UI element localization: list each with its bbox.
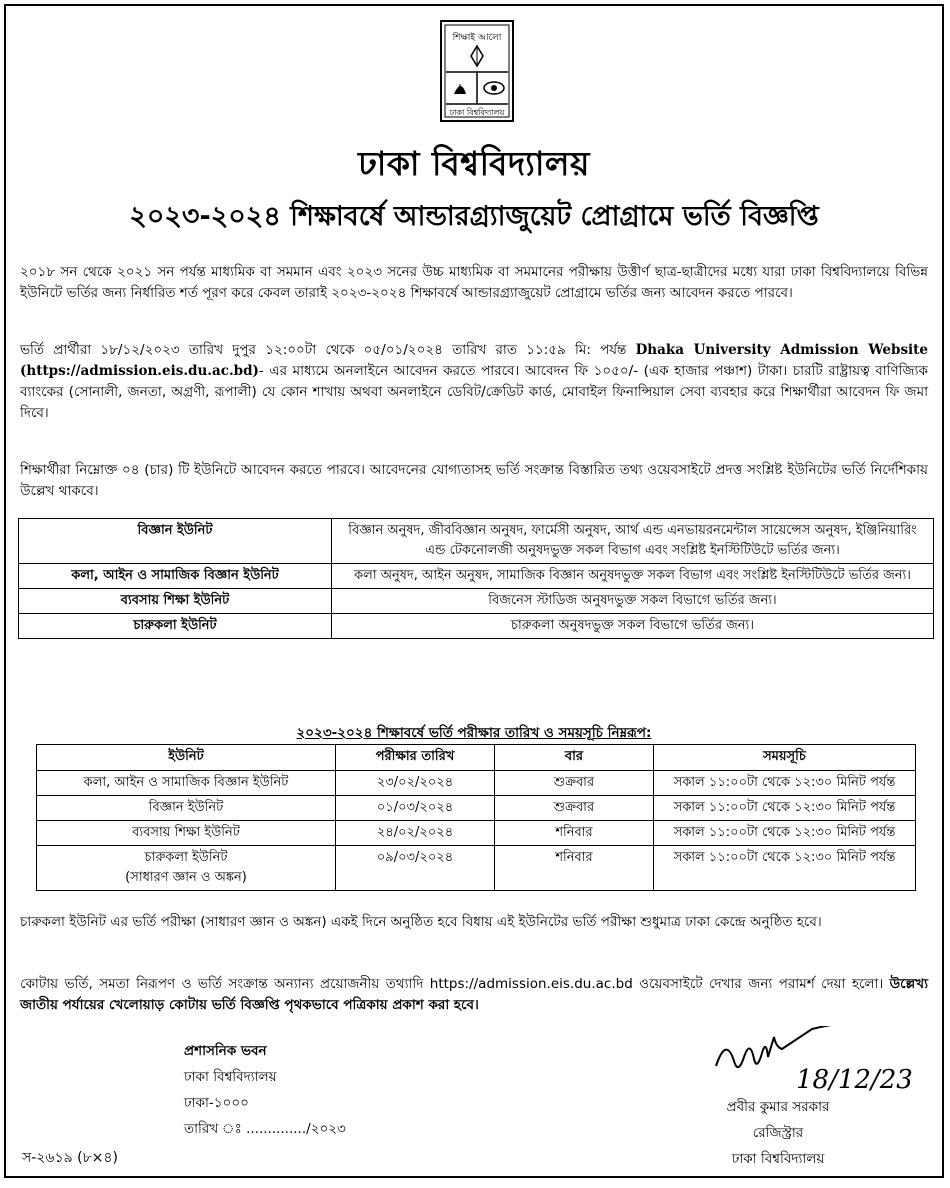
unit-description: চারুকলা অনুষদভুক্ত সকল বিভাগে ভর্তির জন্য। xyxy=(332,614,934,639)
sports-quota-text: উল্লেখ্য জাতীয় পর্যায়ের খেলোয়াড় কোটায় ভর্তি বিজ্ঞপ্তি পৃথকভাবে পত্রিকায় প্রকাশ করা হবে। xyxy=(20,976,928,1013)
schedule-unit-name: বিজ্ঞান ইউনিট xyxy=(148,800,224,815)
application-text-b: - এর মাধ্যমে অনলাইনে আবেদন করতে পারবে। আবেদন ফি ১০৫০/- (এক হাজার পঞ্চাশ) টাকা। চারটি রাষ্ট্রায়ত্ব বাণিজ্যিক ব্যাংকের (সোনালী, জনতা, অগ্রণী, রূপালী) যে কোন শাখায় অথবা অনলাইনে ডেবিট/ক্রেডিট কার্ড, মোবাইল ফিনান্সিয়াল সেবা ব্যবহার করে শিক্ষার্থীরা আবেদন ফি জমা দিবে। xyxy=(20,363,928,421)
schedule-day: শনিবার xyxy=(495,821,654,846)
unit-row xyxy=(19,589,934,614)
unit-name: কলা, আইন ও সামাজিক বিজ্ঞান ইউনিট xyxy=(19,564,332,589)
quota-text: কোটায় ভর্তি, সমতা নিরূপণ ও ভর্তি সংক্রান্ত অন্যান্য প্রয়োজনীয় তথ্যাদি https://admission.eis.du.ac.bd ওয়েবসাইটে দেখার জন্য পরামর্শ দেয়া হলো। xyxy=(20,976,890,992)
schedule-time: সকাল ১১:০০টা থেকে ১২:৩০ মিনিট পর্যন্ত xyxy=(654,796,916,821)
schedule-day: শনিবার xyxy=(495,846,654,891)
schedule-row xyxy=(37,846,916,891)
schedule-unit xyxy=(37,821,336,846)
units-table xyxy=(18,518,934,639)
col-header-time: সময়সূচি xyxy=(654,745,916,771)
schedule-time: সকাল ১১:০০টা থেকে ১২:৩০ মিনিট পর্যন্ত xyxy=(654,821,916,846)
address-city: ঢাকা-১০০০ xyxy=(184,1095,249,1111)
col-header-date: পরীক্ষার তারিখ xyxy=(336,745,495,771)
schedule-date: ০১/০৩/২০২৪ xyxy=(336,796,495,821)
schedule-day: শুক্রবার xyxy=(495,771,654,796)
schedule-unit-name: চারুকলা ইউনিট xyxy=(144,850,228,865)
schedule-title: ২০২৩-২০২৪ শিক্ষাবর্ষে ভর্তি পরীক্ষার তারিখ ও সময়সূচি নিম্নরূপ: xyxy=(296,725,652,741)
col-header-day: বার xyxy=(495,745,654,771)
unit-row xyxy=(19,564,934,589)
schedule-time: সকাল ১১:০০টা থেকে ১২:৩০ মিনিট পর্যন্ত xyxy=(654,846,916,891)
university-seal-icon xyxy=(438,18,516,126)
schedule-date: ২৩/০২/২০২৪ xyxy=(336,771,495,796)
col-header-unit: ইউনিট xyxy=(37,745,336,771)
admission-website-link[interactable]: Dhaka University Admission Website (https://admission.eis.du.ac.bd) xyxy=(20,342,929,379)
reference-number: স-২৬১৯ (৮×৪) xyxy=(22,1150,118,1166)
schedule-unit-subtitle: (সাধারণ জ্ঞান ও অঙ্কন) xyxy=(125,870,247,885)
eligibility-paragraph: ২০১৮ সন থেকে ২০২১ সন পর্যন্ত মাধ্যমিক বা সমমান এবং ২০২৩ সনের উচ্চ মাধ্যমিক বা সমমানের পরীক্ষায় উত্তীর্ণ ছাত্র-ছাত্রীদের মধ্যে যারা ঢাকা বিশ্ববিদ্যালয়ে বিভিন্ন ইউনিটে ভর্তির জন্য নির্ধারিত শর্ত পূরণ করে কেবল তারাই ২০২৩-২০২৪ শিক্ষাবর্ষে আন্ডারগ্র্যাজুয়েট প্রোগ্রামে ভর্তির জন্য আবেদন করতে পারবে। xyxy=(20,264,928,301)
handwritten-signature xyxy=(706,1026,926,1096)
signatory-name: প্রবীর কুমার সরকার xyxy=(726,1099,830,1115)
signatory-organization: ঢাকা বিশ্ববিদ্যালয় xyxy=(731,1151,825,1167)
fine-arts-note: চারুকলা ইউনিট এর ভর্তি পরীক্ষা (সাধারণ জ্ঞান ও অঙ্কন) একই দিনে অনুষ্ঠিত হবে বিধায় এই ইউনিটের ভর্তি পরীক্ষা শুধুমাত্র ঢাকা কেন্দ্রে অনুষ্ঠিত হবে। xyxy=(20,914,822,930)
signature-date: 18/12/23 xyxy=(796,1065,913,1095)
schedule-time: সকাল ১১:০০টা থেকে ১২:৩০ মিনিট পর্যন্ত xyxy=(654,771,916,796)
svg-text:ঢাকা বিশ্ববিদ্যালয়: ঢাকা বিশ্ববিদ্যালয় xyxy=(449,108,505,117)
unit-row xyxy=(19,519,934,564)
address-university: ঢাকা বিশ্ববিদ্যালয় xyxy=(184,1069,277,1085)
unit-description: বিজ্ঞান অনুষদ, জীববিজ্ঞান অনুষদ, ফার্মেসী অনুষদ, আর্থ এন্ড এনভায়রনমেন্টাল সায়েন্সেস অনুষদ, ইঞ্জিনিয়ারিং এন্ড টেকনোলজী অনুষদভুক্ত সকল বিভাগ এবং সংশ্লিষ্ট ইনস্টিটিউটে ভর্তির জন্য। xyxy=(332,519,934,564)
address-building: প্রশাসনিক ভবন xyxy=(184,1043,267,1059)
unit-row xyxy=(19,614,934,639)
page-title: ঢাকা বিশ্ববিদ্যালয় xyxy=(358,144,590,183)
schedule-unit-name: ব্যবসায় শিক্ষা ইউনিট xyxy=(132,825,240,840)
schedule-date: ০৯/০৩/২০২৪ xyxy=(336,846,495,891)
address-date: তারিখ ঃ ............../২০২৩ xyxy=(184,1121,346,1137)
page-subtitle: ২০২৩-২০২৪ শিক্ষাবর্ষে আন্ডারগ্র্যাজুয়েট প্রোগ্রামে ভর্তি বিজ্ঞপ্তি xyxy=(129,201,819,232)
unit-name: ব্যবসায় শিক্ষা ইউনিট xyxy=(19,589,332,614)
application-paragraph xyxy=(20,340,928,424)
schedule-row xyxy=(37,821,916,846)
schedule-row xyxy=(37,796,916,821)
schedule-row xyxy=(37,771,916,796)
schedule-unit-name: কলা, আইন ও সামাজিক বিজ্ঞান ইউনিট xyxy=(83,775,289,790)
quota-note xyxy=(20,974,928,1016)
unit-name: বিজ্ঞান ইউনিট xyxy=(19,519,332,564)
schedule-table xyxy=(36,744,916,891)
schedule-date: ২৪/০২/২০২৪ xyxy=(336,821,495,846)
unit-description: কলা অনুষদ, আইন অনুষদ, সামাজিক বিজ্ঞান অনুষদভুক্ত সকল বিভাগ এবং সংশ্লিষ্ট ইনস্টিটিউটে ভর্তির জন্য। xyxy=(332,564,934,589)
schedule-day: শুক্রবার xyxy=(495,796,654,821)
schedule-unit xyxy=(37,771,336,796)
schedule-unit xyxy=(37,846,336,891)
units-intro-paragraph: শিক্ষার্থীরা নিম্নোক্ত ০৪ (চার) টি ইউনিটে আবেদন করতে পারবে। আবেদনের যোগ্যতাসহ ভর্তি সংক্রান্ত বিস্তারিত তথ্য ওয়েবসাইটে প্রদত্ত সংশ্লিষ্ট ইউনিটের ভর্তি নির্দেশিকায় উল্লেখ থাকবে। xyxy=(20,462,928,499)
signatory-designation: রেজিস্ট্রার xyxy=(752,1125,804,1141)
schedule-unit xyxy=(37,796,336,821)
notice-page xyxy=(4,4,944,1178)
application-text-a: ভর্তি প্রার্থীরা ১৮/১২/২০২৩ তারিখ দুপুর ১২:০০টা থেকে ০৫/০১/২০২৪ তারিখ রাত ১১:৫৯ মি: পর্যন্ত xyxy=(20,342,636,358)
svg-text:শিক্ষাই আলো: শিক্ষাই আলো xyxy=(452,33,502,43)
unit-name: চারুকলা ইউনিট xyxy=(19,614,332,639)
unit-description: বিজনেস স্টাডিজ অনুষদভুক্ত সকল বিভাগে ভর্তির জন্য। xyxy=(332,589,934,614)
schedule-header-row xyxy=(37,745,916,771)
